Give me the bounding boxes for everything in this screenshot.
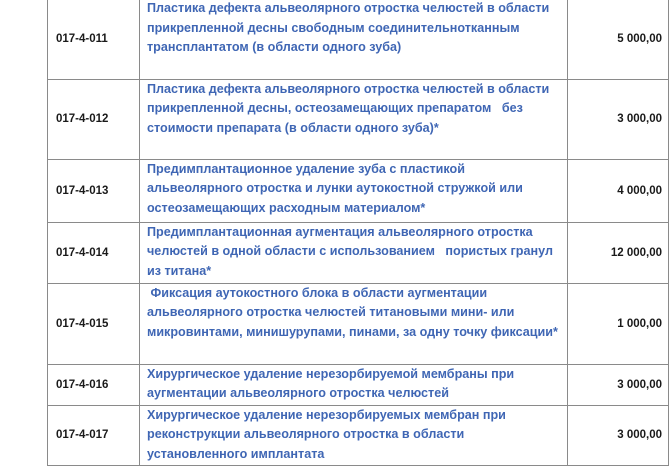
table-row [48, 364, 669, 405]
service-price: 3 000,00 [568, 79, 669, 159]
service-name [140, 79, 568, 159]
table-row [48, 222, 669, 283]
service-price: 3 000,00 [568, 405, 669, 465]
service-code: 017-4-011 [48, 0, 140, 79]
service-code: 017-4-015 [48, 283, 140, 364]
service-name-text: Пластика дефекта альвеолярного отростка челюстей в области прикрепленной десны свободным соединительнотканным трансплантатом (в области одного зуба) [147, 1, 553, 55]
service-name-text: Хирургическое удаление нерезорбируемых мембран при реконструкции альвеолярного отростка в области установленного имплантата [147, 407, 510, 461]
service-name-text: Пластика дефекта альвеолярного отростка челюстей в области прикрепленной десны, остеозамещающих препаратом без стоимости препарата (в области одного зуба)* [147, 81, 553, 135]
service-name-text: Предимплантационная аугментация альвеолярного отростка челюстей в одной области с использованием пористых гранул из титана* [147, 224, 557, 278]
service-code: 017-4-012 [48, 79, 140, 159]
service-price: 3 000,00 [568, 364, 669, 405]
service-price: 12 000,00 [568, 222, 669, 283]
service-name-text: Хирургическое удаление нерезорбируемой мембраны при аугментации альвеолярного отростка челюстей [147, 366, 518, 401]
service-name [140, 405, 568, 465]
service-name [140, 0, 568, 79]
service-price: 4 000,00 [568, 159, 669, 222]
table-row [48, 283, 669, 364]
service-name [140, 159, 568, 222]
service-code: 017-4-013 [48, 159, 140, 222]
service-code: 017-4-014 [48, 222, 140, 283]
service-name-text: Фиксация аутокостного блока в области аугментации альвеолярного отростка челюстей титановыми мини- или микровинтами, минишурупами, пинами, за одну точку фиксации* [147, 285, 558, 339]
service-name-text: Предимплантационное удаление зуба с пластикой альвеолярного отростка и лунки аутокостной стружкой или остеозамещающих расходным материалом* [147, 161, 527, 215]
service-name [140, 364, 568, 405]
service-code: 017-4-017 [48, 405, 140, 465]
price-table [47, 0, 669, 466]
service-code: 017-4-016 [48, 364, 140, 405]
table-row [48, 79, 669, 159]
service-name [140, 283, 568, 364]
service-name [140, 222, 568, 283]
service-price: 1 000,00 [568, 283, 669, 364]
table-row [48, 405, 669, 465]
table-row [48, 159, 669, 222]
service-price: 5 000,00 [568, 0, 669, 79]
table-row [48, 0, 669, 79]
